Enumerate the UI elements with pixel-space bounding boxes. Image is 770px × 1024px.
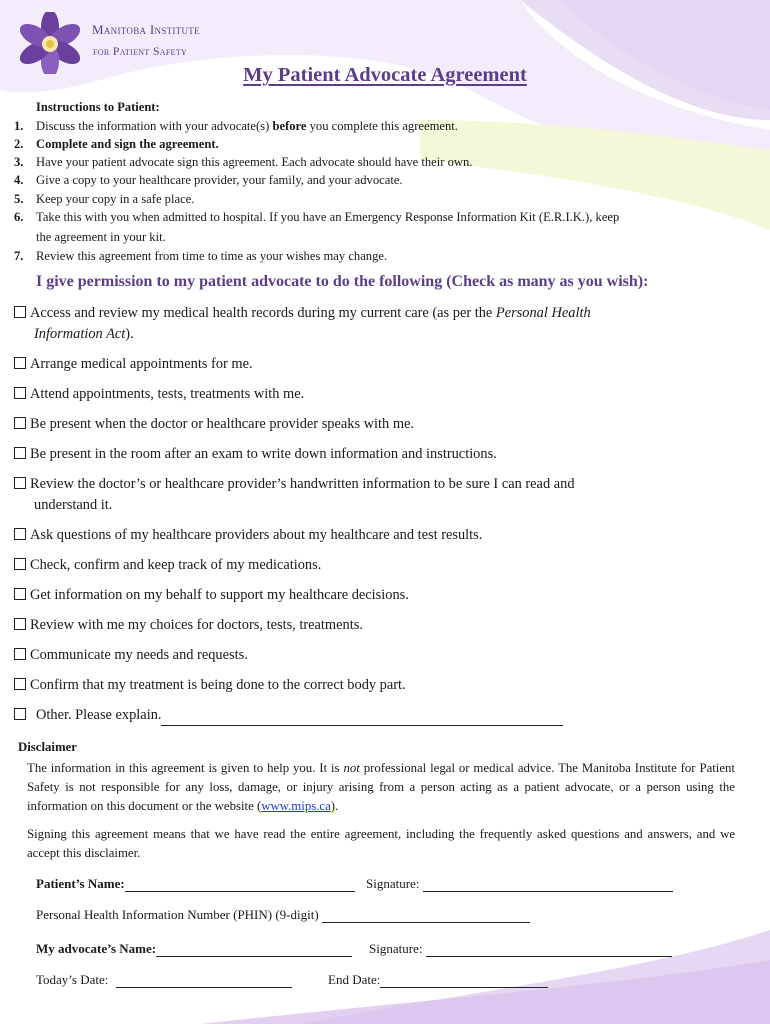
checkbox[interactable] — [14, 357, 26, 369]
checkbox[interactable] — [14, 477, 26, 489]
checkbox[interactable] — [14, 306, 26, 318]
permission-text: Confirm that my treatment is being done to the correct body part. — [30, 677, 406, 693]
today-date-field[interactable] — [116, 974, 292, 988]
advocate-name-field[interactable] — [156, 943, 352, 957]
instruction-number: 1. — [14, 119, 24, 133]
advocate-signature-row — [369, 941, 672, 957]
checkbox[interactable] — [14, 588, 26, 600]
instruction-number: 7. — [14, 249, 24, 263]
checkbox[interactable] — [14, 528, 26, 540]
checkbox[interactable] — [14, 387, 26, 399]
disclaimer-text: The information in this agreement is given to help you. It is — [27, 761, 344, 775]
checkbox[interactable] — [14, 417, 26, 429]
patient-name-label: Patient’s Name: — [36, 876, 125, 891]
advocate-name-row — [36, 941, 352, 957]
advocate-name-label: My advocate’s Name: — [36, 941, 157, 956]
checkbox[interactable] — [14, 618, 26, 630]
permission-text: Check, confirm and keep track of my medications. — [30, 557, 322, 573]
phin-label: Personal Health Information Number (PHIN) (9-digit) — [36, 907, 319, 922]
permission-text: Review the doctor’s or healthcare provider’s handwritten information to be sure I can read and — [30, 476, 575, 492]
permission-text: Access and review my medical health records during my current care (as per the — [30, 305, 496, 321]
permission-text-italic: Information Act — [34, 326, 126, 342]
phin-field[interactable] — [322, 909, 530, 923]
today-date-label: Today’s Date: — [36, 972, 109, 987]
disclaimer-acceptance: Signing this agreement means that we have read the entire agreement, including the frequently asked questions and answers, and we accept this disclaimer. — [27, 827, 735, 860]
other-explain-field[interactable] — [161, 711, 563, 726]
permissions-heading: I give permission to my patient advocate to do the following (Check as many as you wish): — [36, 273, 649, 290]
permission-text: Be present when the doctor or healthcare provider speaks with me. — [30, 416, 415, 432]
checkbox[interactable] — [14, 678, 26, 690]
instruction-emphasis: before — [272, 119, 307, 133]
phin-row — [36, 907, 530, 923]
instruction-text: Have your patient advocate sign this agreement. Each advocate should have their own. — [36, 155, 473, 169]
permission-text: understand it. — [34, 497, 113, 513]
today-date-row — [36, 972, 292, 988]
instruction-number: 4. — [14, 173, 24, 187]
advocate-signature-field[interactable] — [426, 943, 672, 957]
instruction-text: Complete and sign the agreement. — [36, 137, 219, 151]
permission-text: Attend appointments, tests, treatments with me. — [30, 386, 305, 402]
instructions-heading: Instructions to Patient: — [36, 100, 160, 114]
instruction-number: 5. — [14, 192, 24, 206]
instruction-text: Take this with you when admitted to hospital. If you have an Emergency Response Information Kit (E.R.I.K.), keep — [36, 210, 620, 224]
permission-text: Get information on my behalf to support my healthcare decisions. — [30, 587, 409, 603]
permission-text: Arrange medical appointments for me. — [30, 356, 253, 372]
advocate-signature-label: Signature: — [369, 941, 423, 956]
disclaimer-text: professional legal or medical advice. The Manitoba Institute for Patient Safety is not responsible for any loss, damage, or injury arising from a person acting as a patient advocate, or a person using the information on this document or the website ( — [27, 761, 735, 813]
patient-name-field[interactable] — [125, 878, 355, 892]
permission-text: ). — [125, 326, 134, 342]
instruction-text: Keep your copy in a safe place. — [36, 192, 195, 206]
org-name-line2: for Patient Safety — [93, 44, 188, 58]
patient-name-row — [36, 876, 355, 892]
instruction-text: Give a copy to your healthcare provider, your family, and your advocate. — [36, 173, 403, 187]
checkbox[interactable] — [14, 648, 26, 660]
website-link[interactable]: www.mips.ca — [261, 799, 331, 813]
instruction-number: 6. — [14, 210, 24, 224]
instruction-number: 3. — [14, 155, 24, 169]
disclaimer-emphasis: not — [343, 761, 360, 775]
patient-signature-row — [366, 876, 673, 892]
org-name-line1: Manitoba Institute — [92, 22, 200, 37]
permission-text: Other. Please explain. — [36, 707, 162, 723]
patient-signature-field[interactable] — [423, 878, 673, 892]
permission-text: Ask questions of my healthcare providers about my healthcare and test results. — [30, 527, 483, 543]
permission-text: Communicate my needs and requests. — [30, 647, 248, 663]
disclaimer-paragraph — [27, 759, 735, 816]
instruction-number: 2. — [14, 137, 24, 151]
instruction-text: the agreement in your kit. — [36, 230, 166, 244]
permission-text: Be present in the room after an exam to write down information and instructions. — [30, 446, 497, 462]
checkbox[interactable] — [14, 708, 26, 720]
permission-text: Review with me my choices for doctors, tests, treatments. — [30, 617, 363, 633]
end-date-row — [328, 972, 548, 988]
disclaimer-heading: Disclaimer — [18, 740, 77, 754]
instruction-text: you complete this agreement. — [306, 119, 458, 133]
instruction-text: Review this agreement from time to time as your wishes may change. — [36, 249, 388, 263]
instruction-text: Discuss the information with your advocate(s) — [36, 119, 273, 133]
patient-signature-label: Signature: — [366, 876, 420, 891]
end-date-label: End Date: — [328, 972, 381, 987]
end-date-field[interactable] — [380, 974, 548, 988]
permission-text-italic: Personal Health — [495, 305, 591, 321]
disclaimer-text: ). — [330, 799, 339, 813]
checkbox[interactable] — [14, 558, 26, 570]
page-title: My Patient Advocate Agreement — [243, 64, 527, 86]
checkbox[interactable] — [14, 447, 26, 459]
